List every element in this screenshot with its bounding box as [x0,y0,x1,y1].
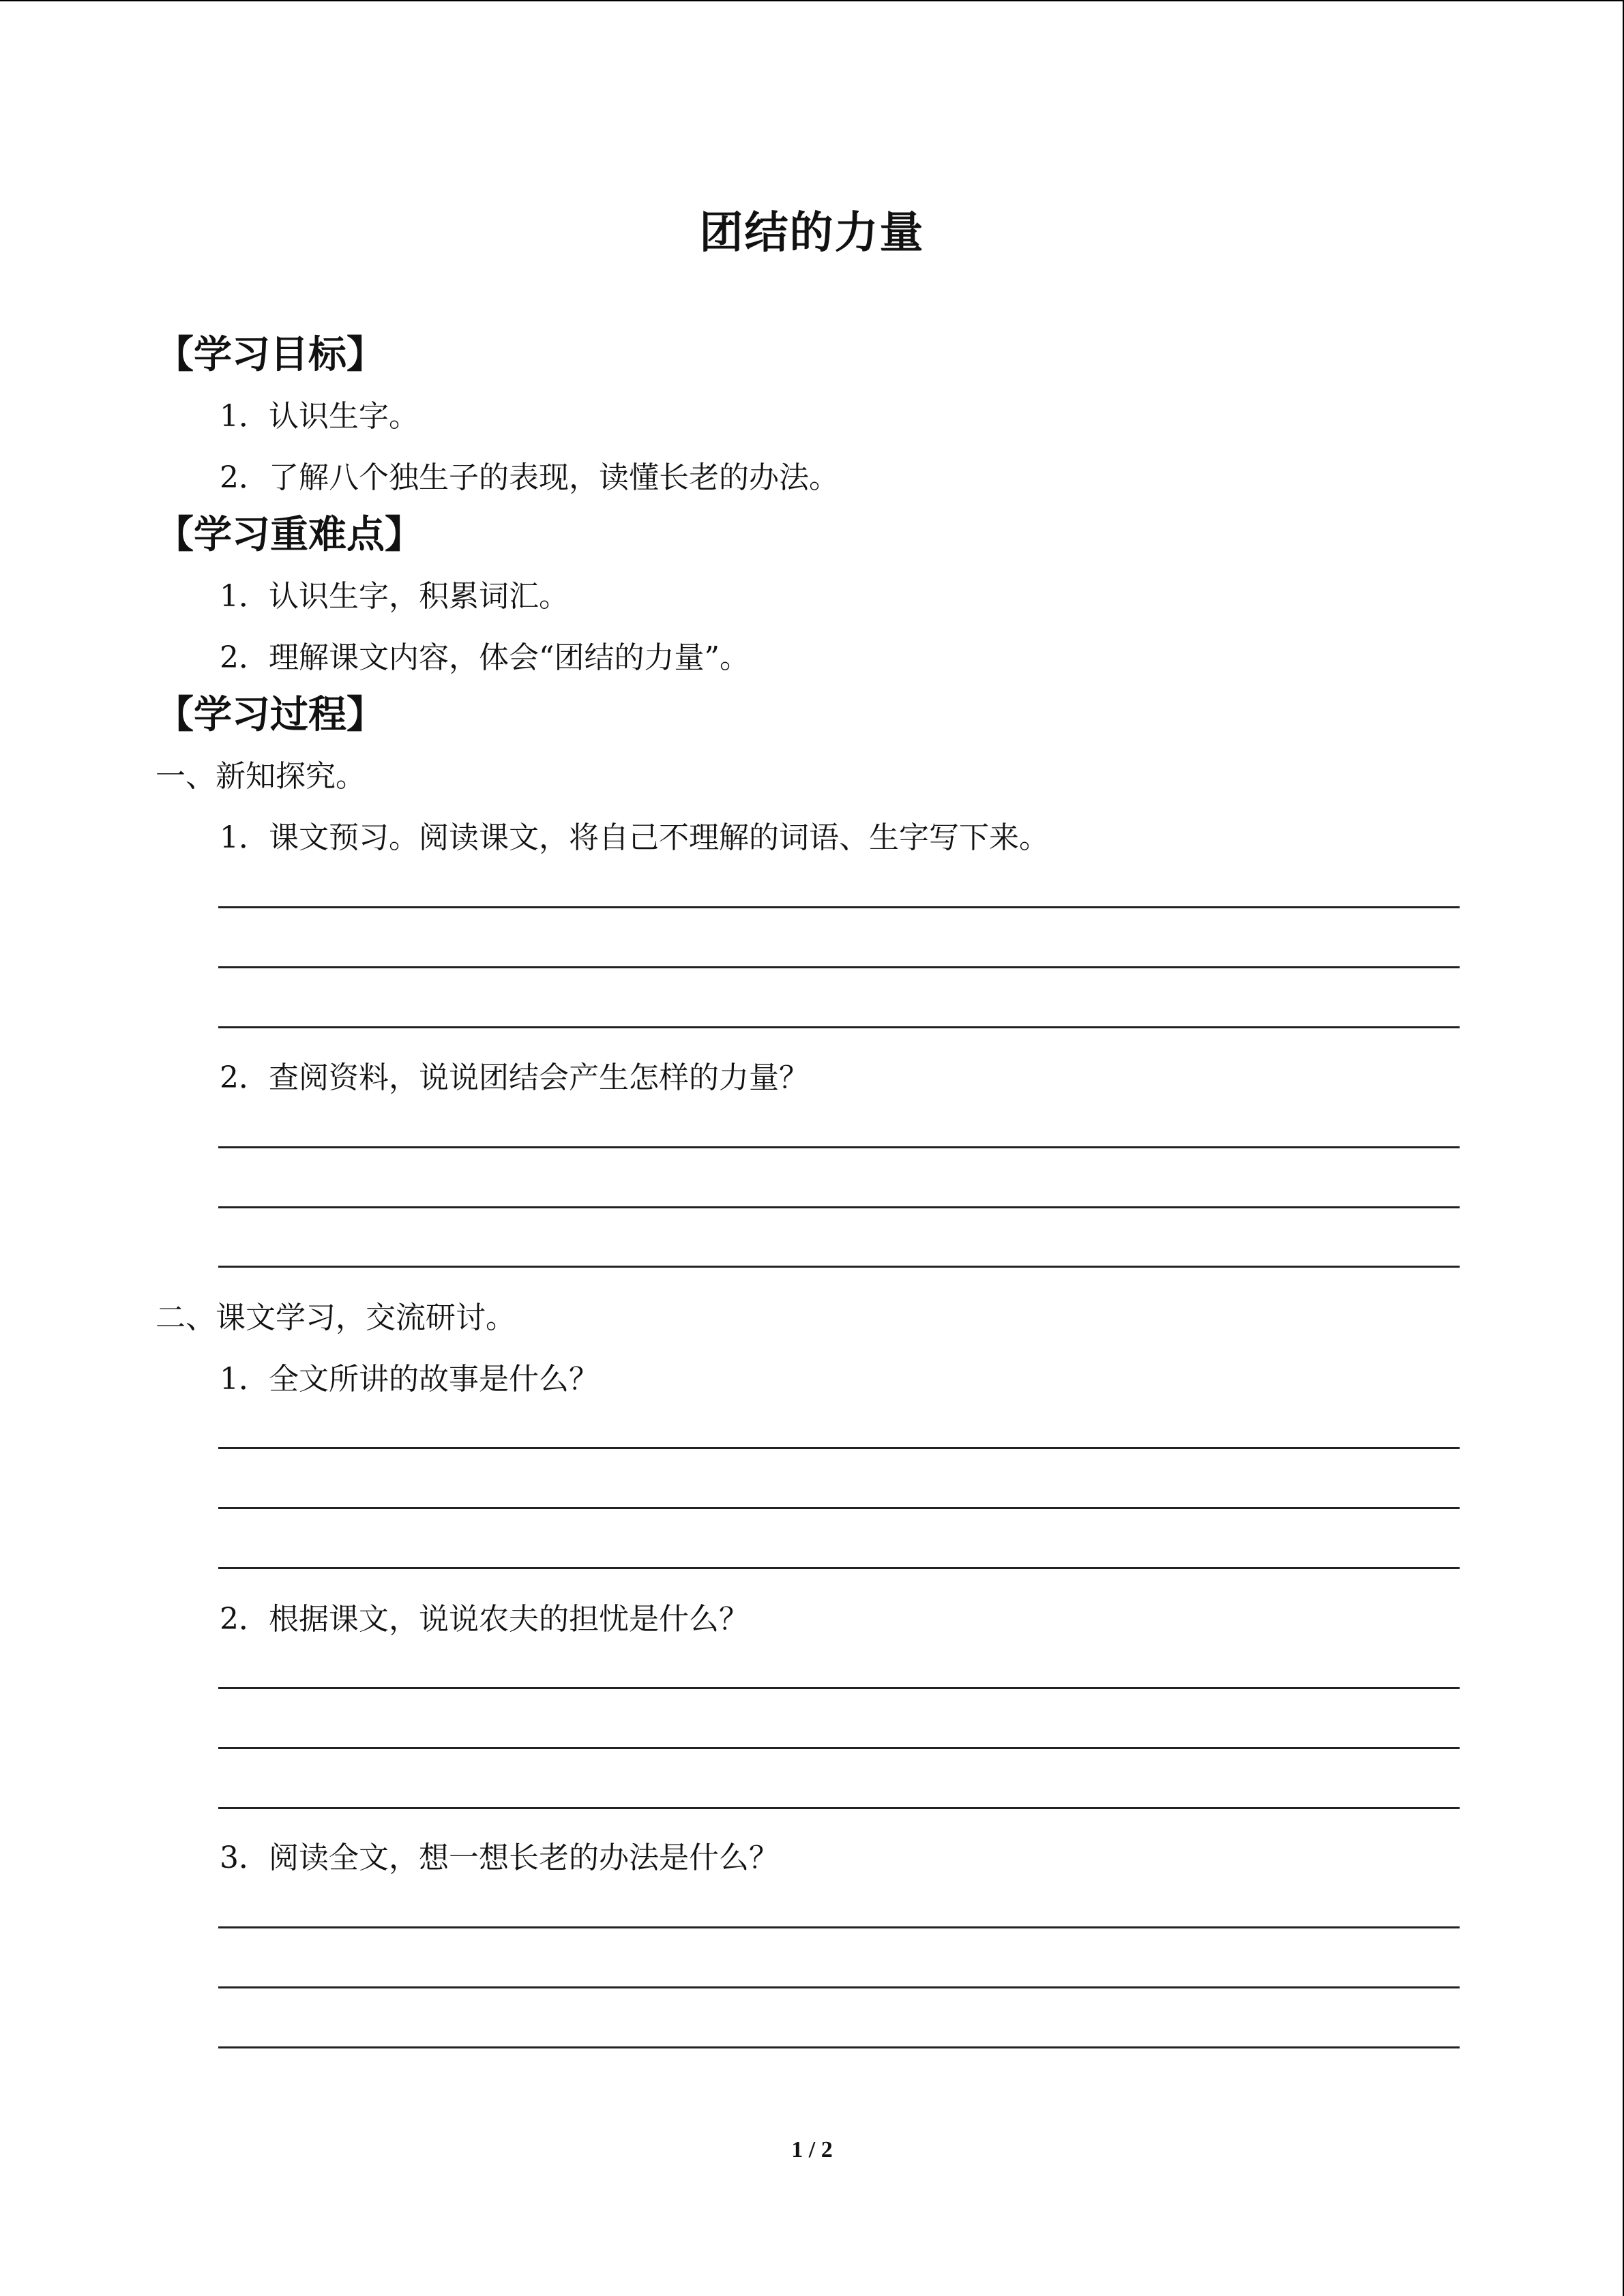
section-heading-process: 【学习过程】 [156,693,385,737]
section-heading-objectives: 【学习目标】 [156,333,385,377]
answer-line[interactable] [218,1747,1460,1749]
answer-line[interactable] [218,1986,1460,1988]
answer-line[interactable] [218,1266,1460,1268]
part-label-2: 二、课文学习，交流研讨。 [156,1300,516,1335]
question-2-2: 2．根据课文，说说农夫的担忧是什么？ [220,1602,749,1637]
section-heading-key-points: 【学习重难点】 [156,513,423,557]
answer-line[interactable] [218,966,1460,968]
answer-line[interactable] [218,906,1460,908]
page-number: 1 / 2 [791,2137,833,2162]
part-label-1: 一、新知探究。 [156,759,366,794]
answer-line[interactable] [218,1567,1460,1569]
answer-line[interactable] [218,1026,1460,1028]
question-2-1: 1．全文所讲的故事是什么？ [220,1362,599,1397]
answer-line[interactable] [218,1926,1460,1928]
objective-item-2: 2．了解八个独生子的表现，读懂长老的办法。 [220,460,839,495]
page-title: 团结的力量 [699,208,925,258]
answer-line[interactable] [218,2046,1460,2048]
key-point-item-2: 2．理解课文内容，体会“团结的力量”。 [220,640,750,675]
question-1-1: 1．课文预习。阅读课文，将自己不理解的词语、生字写下来。 [220,820,1049,855]
answer-line[interactable] [218,1507,1460,1509]
key-point-item-1: 1．认识生字，积累词汇。 [220,579,569,614]
answer-line[interactable] [218,1206,1460,1208]
answer-line[interactable] [218,1687,1460,1689]
question-2-3: 3．阅读全文，想一想长老的办法是什么？ [220,1840,779,1875]
objective-item-1: 1．认识生字。 [220,399,419,434]
answer-line[interactable] [218,1146,1460,1148]
answer-line[interactable] [218,1807,1460,1809]
question-1-2: 2．查阅资料，说说团结会产生怎样的力量？ [220,1060,809,1095]
answer-line[interactable] [218,1447,1460,1449]
